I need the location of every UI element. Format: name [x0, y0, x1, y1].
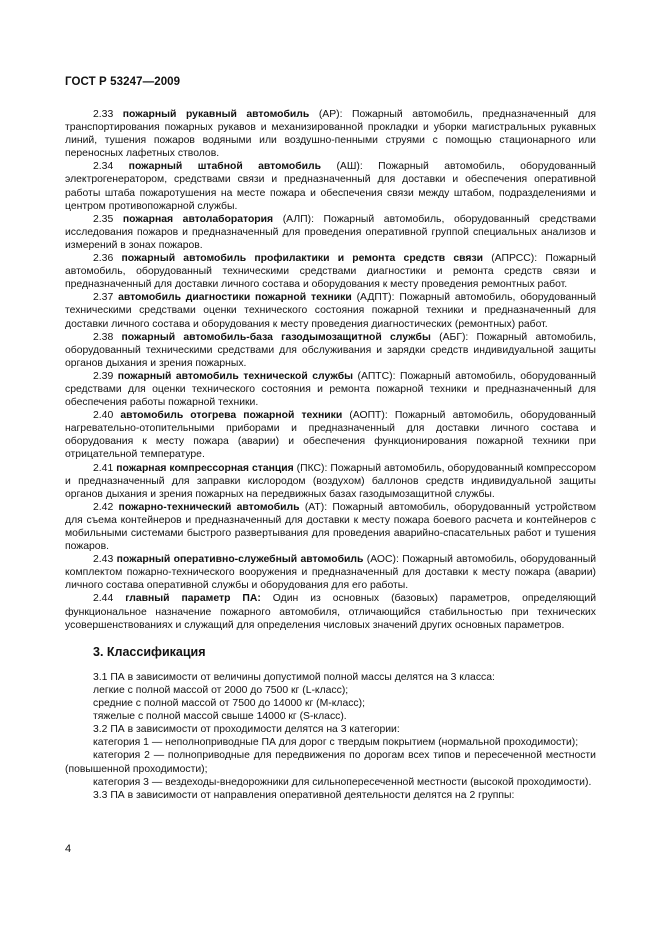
term-2-38: 2.38 пожарный автомобиль-база газодымозащитной службы (АБГ): Пожарный автомобиль, оборудованный техническими средствами для обслуживания и зарядки средств индивидуальной защиты органов дыхания и зрения пожарных. — [65, 331, 596, 369]
class-heavy: тяжелые с полной массой свыше 14000 кг (S-класс). — [93, 711, 347, 723]
term-2-36: 2.36 пожарный автомобиль профилактики и ремонта средств связи (АПРСС): Пожарный автомобиль, оборудованный техническими средствами диагностики и ремонта средств связи и предназначенный для доставки личного состава и оборудования к месту проведения ремонтных работ. — [65, 253, 596, 291]
term-2-37: 2.37 автомобиль диагностики пожарной техники (АДПТ): Пожарный автомобиль, оборудованный техническими средствами оценки технического состояния пожарной техники и предназначенный для доставки личного состава и оборудования к месту проведения диагностических (ремонтных) работ. — [65, 292, 597, 330]
clause-3-2: 3.2 ПА в зависимости от проходимости делятся на 3 категории: — [93, 724, 400, 736]
term-2-35: 2.35 пожарная автолаборатория (АЛП): Пожарный автомобиль, оборудованный средствами исследования пожаров и предназначенный для проведения оперативной группой специальных анализов и измерений в зонах пожаров. — [65, 213, 597, 251]
clause-3-1: 3.1 ПА в зависимости от величины допустимой полной массы делятся на 3 класса: — [93, 671, 495, 683]
term-2-43: 2.43 пожарный оперативно-служебный автомобиль (АОС): Пожарный автомобиль, оборудованный комплектом пожарно-технического вооружения и предназначенный для доставки к месту пожара (аварии) личного состава оперативной службы и оборудования для его работы. — [65, 554, 596, 592]
clause-3-3: 3.3 ПА в зависимости от направления оперативной деятельности делятся на 2 группы: — [93, 789, 515, 801]
category-3: категория 3 — вездеходы-внедорожники для сильнопересеченной местности (высокой проходимости). — [93, 776, 592, 788]
term-2-33: 2.33 пожарный рукавный автомобиль (АР): Пожарный автомобиль, предназначенный для транспортирования пожарных рукавов и механизированной прокладки и уборки магистральных рукавных линий, тушения пожаров водяными или воздушно-пенными струями с помощью стационарного или переносных лафетных стволов. — [65, 109, 596, 160]
section-title: 3. Классификация — [93, 644, 206, 659]
class-medium: средние с полной массой от 7500 до 14000 кг (М-класс); — [93, 698, 365, 710]
class-light: легкие с полной массой от 2000 до 7500 кг (L-класс); — [93, 684, 349, 696]
term-2-39: 2.39 пожарный автомобиль технической службы (АПТС): Пожарный автомобиль, оборудованный средствами для оценки технического состояния и ремонта пожарной техники и предназначенный для обеспечения работы пожарной техники. — [65, 370, 597, 409]
term-2-42: 2.42 пожарно-технический автомобиль (АТ): Пожарный автомобиль, оборудованный устройством для съема контейнеров и предназначенный для доставки к месту пожара боевого расчета и контейнеров с мобильными системами быстрого развертывания для проведения аварийно-спасательных работ и тушения пожаров. — [65, 501, 596, 553]
term-2-44: 2.44 главный параметр ПА: Один из основных (базовых) параметров, определяющий функциональное назначение пожарного автомобиля, отличающийся стабильностью при технических усовершенствованиях и служащий для определения числовых значений других основных параметров. — [65, 593, 596, 631]
document-header: ГОСТ Р 53247—2009 — [65, 76, 181, 88]
document-body — [65, 108, 596, 802]
page-number: 4 — [65, 843, 72, 855]
term-2-34: 2.34 пожарный штабной автомобиль (АШ): Пожарный автомобиль, оборудованный электрогенератором, средствами связи и предназначенный для доставки и обеспечения оперативной работы штаба пожаротушения на месте пожара и обеспечения связи между штабом, подразделениями и центром противопожарной службы. — [65, 161, 596, 212]
category-2: категория 2 — полноприводные для передвижения по дорогам всех типов и пересеченной местности (повышенной проходимости); — [65, 750, 596, 775]
term-2-41: 2.41 пожарная компрессорная станция (ПКС): Пожарный автомобиль, оборудованный компрессором и предназначенный для заправки кислородом (воздухом) баллонов средств индивидуальной защиты органов дыхания и зрения пожарных на передвижных базах газодымозащитной службы. — [65, 462, 596, 500]
category-1: категория 1 — неполноприводные ПА для дорог с твердым покрытием (нормальной проходимости); — [93, 737, 579, 749]
term-2-40: 2.40 автомобиль отогрева пожарной техники (АОПТ): Пожарный автомобиль, оборудованный нагревательно-отопительными приборами и предназначенный для доставки личного состава и оборудования к месту пожара (аварии) и обеспечения функционирования пожарной техники при отрицательной температуре. — [65, 410, 596, 461]
